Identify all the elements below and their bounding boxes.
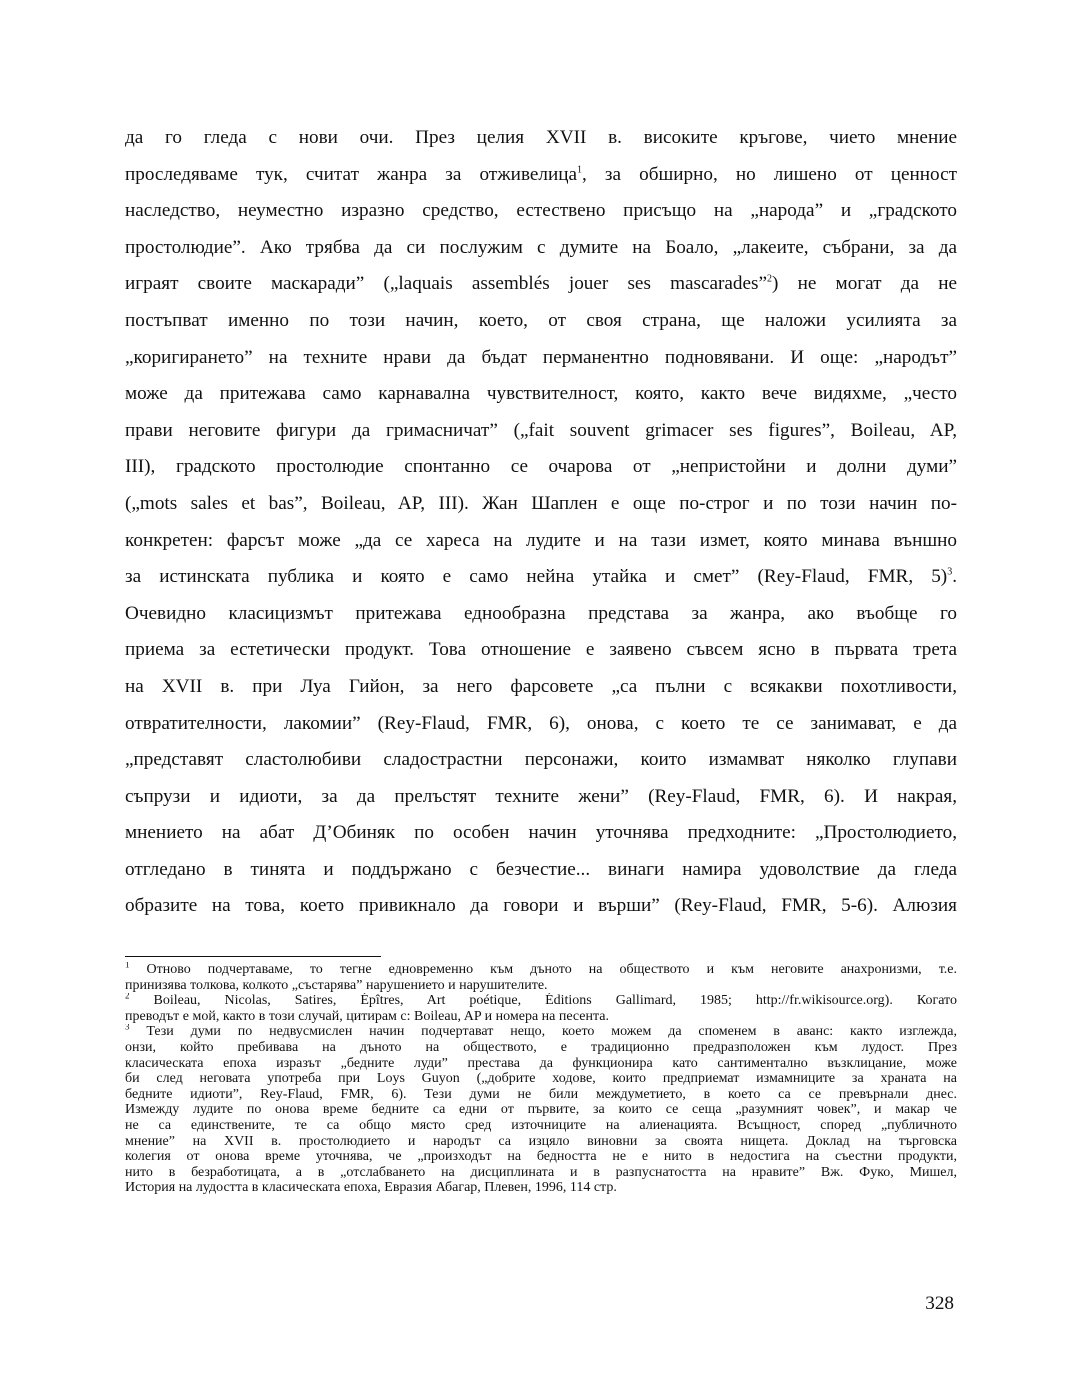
body-line: може да притежава само карнавална чувствителност, която, както вече видяхме, „често <box>125 383 957 405</box>
body-line: проследяваме тук, считат жанра за отживелица$^1$, за обширно, но лишено от ценност <box>125 163 957 185</box>
body-line: конкретен: фарсът може „да се хареса на лудите и на тази измет, която минава външно <box>125 529 957 551</box>
footnote-line: колегия от онова време уточнява, че „произходът на бедността не е нито в недостига на съестни продукти, <box>125 1149 957 1165</box>
body-line: мнението на абат Д’Обиняк по особен начин уточнява предходните: „Простолюдието, <box>125 822 957 844</box>
body-line: постъпват именно по този начин, което, от своя страна, ще наложи усилията за <box>125 309 957 331</box>
body-line: отгледано в тинята и поддържано с безчестие... винаги намира удоволствие да гледа <box>125 858 957 880</box>
footnote-line: класическата епоха изразът „бедните луди” престава да функционира като сантиментално възклицание, може <box>125 1055 957 1071</box>
footnote-ref: 2 <box>767 273 773 285</box>
footnotes <box>125 962 957 1196</box>
body-line: играят своите маскаради” („laquais assemblés jouer ses mascarades”$^2$) не могат да не <box>125 273 957 295</box>
footnote-number: 3 <box>125 1024 130 1032</box>
body-text <box>125 120 957 925</box>
body-line: Очевидно класицизмът притежава еднообразна представа за жанра, ако въобще го <box>125 602 957 624</box>
footnote-line: мнение” на XVII в. простолюдието и народът са изцяло виновни за своята нищета. Доклад на търговска <box>125 1133 957 1149</box>
footnote-line: История на лудостта в класическата епоха, Евразия Абагар, Плевен, 1996, 114 стр. <box>125 1180 617 1196</box>
page-number: 328 <box>925 1293 954 1314</box>
footnote-line: не са единствените, те са общо място сред източниците на алиенацията. Всъщност, според „публичното <box>125 1117 957 1133</box>
footnote-line: Измежду лудите по онова време бедните са едни от първите, за които се сеща „разумният човек”, и макар че <box>125 1102 957 1118</box>
footnote-number: 1 <box>125 962 130 970</box>
footnote-separator <box>125 956 381 957</box>
body-line: отвратителности, лакомии” (Rey-Flaud, FMR, 6), онова, с което те се занимават, е да <box>125 712 957 734</box>
body-line: съпрузи и идиоти, за да прелъстят техните жени” (Rey-Flaud, FMR, 6). И накрая, <box>125 785 957 807</box>
footnote-ref: 1 <box>577 164 583 176</box>
footnote-line: $^1$ Отново подчертаваме, то тегне едновременно към дъното на обществото и към неговите анахронизми, т.е. <box>125 962 957 978</box>
footnote-line: онзи, който пребивава на дъното на обществото, е традиционно предразположен към лудост. През <box>125 1039 957 1055</box>
body-line: образите на това, което привикнало да говори и върши” (Rey-Flaud, FMR, 5-6). Алюзия <box>125 895 957 917</box>
body-line: „представят сластолюбиви сладострастни персонажи, които измамват няколко глупави <box>125 749 957 771</box>
footnote-line: преводът е мой, както в този случай, цитирам с: Boileau, AP и номера на песента. <box>125 1008 610 1024</box>
footnote-line: нито в безработицата, а в „отслабването на дисциплината и в разпуснатостта на нравите” Вж. Фуко, Мишел, <box>125 1164 957 1180</box>
footnote-line: би след неговата употреба при Loys Guyon („добрите ходове, които предприемат измамниците за храната на <box>125 1071 957 1087</box>
body-line: прави неговите фигури да гримасничат” („fait souvent grimacer ses figures”, Boileau, AP, <box>125 419 957 441</box>
body-line: простолюдие”. Ако трябва да си послужим с думите на Боало, „лакеите, събрани, за да <box>125 236 957 258</box>
body-line: наследство, неуместно изразно средство, естествено присъщо на „народа” и „градското <box>125 200 957 222</box>
body-line: приема за естетически продукт. Това отношение е заявено съвсем ясно в първата трета <box>125 639 957 661</box>
body-line: на XVII в. при Луа Гийон, за него фарсовете „са пълни с всякакви похотливости, <box>125 675 957 697</box>
footnote-line: бедните идиоти”, Rey-Flaud, FMR, 6). Тези думи не били междуметието, в което са се превърнали днес. <box>125 1086 957 1102</box>
footnote-line: $^3$ Тези думи по недвусмислен начин подчертават нещо, което можем да споменем в аванс: както изглежда, <box>125 1024 957 1040</box>
footnote-line: $^2$ Boileau, Nicolas, Satires, Épîtres, Art poétique, Éditions Gallimard, 1985; http://fr.wikisource.org). Когато <box>125 993 957 1009</box>
footnote-ref: 3 <box>947 566 953 578</box>
body-line: („mots sales et bas”, Boileau, AP, III). Жан Шаплен е още по-строг и по този начин по- <box>125 492 957 514</box>
footnote-line: принизява толкова, колкото „състарява” нарушението и нарушителите. <box>125 977 548 993</box>
body-line: за истинската публика и която е само нейна утайка и смет” (Rey-Flaud, FMR, 5)$^3$. <box>125 566 957 588</box>
footnote-number: 2 <box>125 993 130 1001</box>
body-line: III), градското простолюдие спонтанно се очарова от „непристойни и долни думи” <box>125 456 957 478</box>
body-line: „коригирането” на техните нрави да бъдат перманентно подновявани. И още: „народът” <box>125 346 957 368</box>
body-line: да го гледа с нови очи. През целия XVII в. високите кръгове, чието мнение <box>125 127 957 148</box>
